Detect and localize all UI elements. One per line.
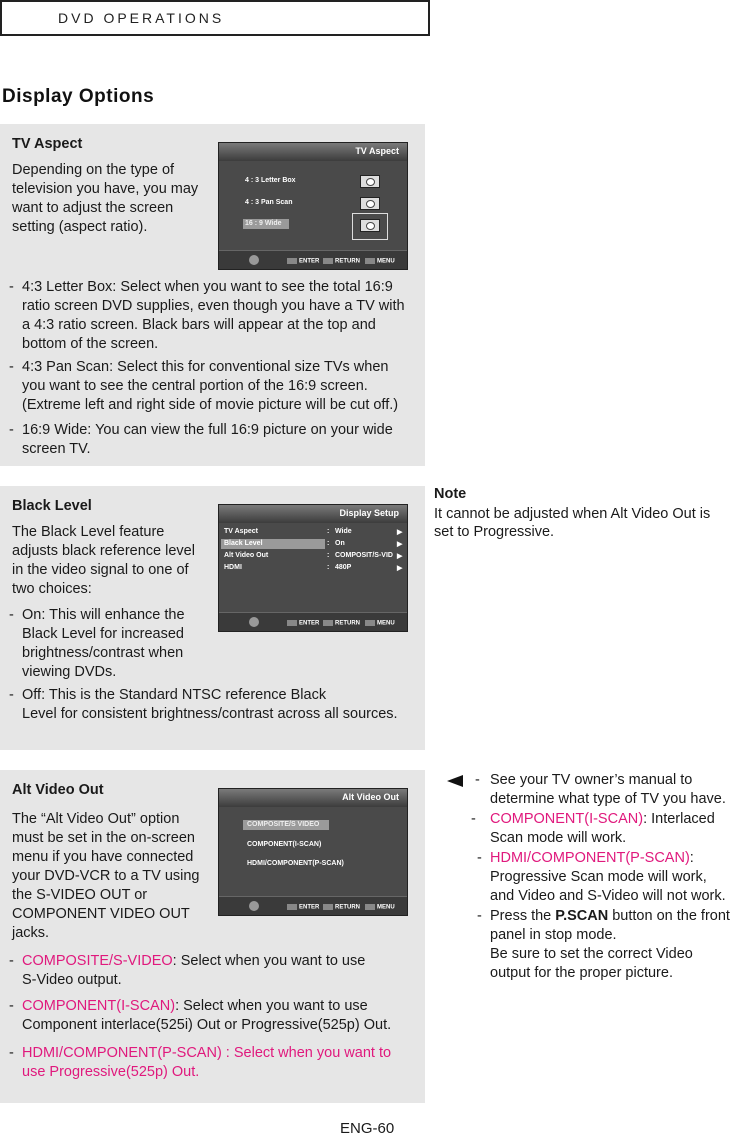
alt-video-intro-3: menu if you have connected <box>12 849 194 865</box>
row-tv-aspect-value: Wide <box>335 528 352 535</box>
black-level-intro-1: The Black Level feature <box>12 524 165 540</box>
screen-titlebar <box>219 505 407 523</box>
side-note-4-line-3: Be sure to set the correct Video <box>490 946 693 962</box>
bullet-wide-2: screen TV. <box>22 441 91 457</box>
tv-aspect-screen <box>218 142 408 270</box>
footer-enter: ENTER <box>287 904 319 911</box>
row-hdmi-label: HDMI <box>224 564 242 571</box>
black-level-intro-3: in the video signal to one of <box>12 562 189 578</box>
side-note-1-line-1: See your TV owner’s manual to <box>490 772 693 788</box>
black-level-intro-4: two choices: <box>12 581 92 597</box>
footer-enter: ENTER <box>287 258 319 265</box>
alt-video-intro-2: must be set in the on-screen <box>12 830 195 846</box>
radio-letter-box <box>360 175 380 188</box>
note-line-1: It cannot be adjusted when Alt Video Out is <box>434 506 711 522</box>
alt-video-screen <box>218 788 408 916</box>
tv-aspect-heading: TV Aspect <box>12 136 83 152</box>
bullet-component-2: Component interlace(525i) Out or Progressive(525p) Out. <box>22 1017 392 1033</box>
bullet-letter-box-2: ratio screen DVD supplies, even though you have a TV with <box>22 298 405 314</box>
radio-wide <box>360 219 380 232</box>
screen-title: Display Setup <box>339 508 399 518</box>
row-hdmi-value: 480P <box>335 564 352 571</box>
side-note-4-line-4: output for the proper picture. <box>490 965 673 981</box>
tv-aspect-intro-1: Depending on the type of <box>12 162 175 178</box>
footer-return: RETURN <box>323 258 360 265</box>
option-hdmi-component: HDMI/COMPONENT(P-SCAN) <box>247 860 344 867</box>
option-component: COMPONENT(I-SCAN) <box>247 841 322 848</box>
bullet-component-1: COMPONENT(I-SCAN): Select when you want to use <box>22 998 368 1014</box>
arrow-right-icon: ▶ <box>397 553 403 560</box>
alt-video-intro-7: jacks. <box>12 925 50 941</box>
bullet-composite-1: COMPOSITE/S-VIDEO: Select when you want to use <box>22 953 366 969</box>
tv-aspect-intro-3: want to adjust the screen <box>12 200 174 216</box>
screen-title: TV Aspect <box>355 146 399 156</box>
alt-video-intro-6: COMPONENT VIDEO OUT <box>12 906 190 922</box>
page-number: ENG-60 <box>340 1120 395 1137</box>
tv-aspect-intro-2: television you have, you may <box>12 181 199 197</box>
side-note-2-line-1: COMPONENT(I-SCAN): Interlaced <box>490 811 715 827</box>
side-note-1-line-2: determine what type of TV you have. <box>490 791 726 807</box>
bullet-wide-1: 16:9 Wide: You can view the full 16:9 picture on your wide <box>22 422 393 438</box>
option-composite: COMPOSITE/S VIDEO <box>247 821 320 828</box>
row-black-level-label: Black Level <box>224 540 263 547</box>
option-pan-scan: 4 : 3 Pan Scan <box>245 199 293 206</box>
note-text <box>434 505 734 541</box>
alt-video-intro-5: the S-VIDEO OUT or <box>12 887 148 903</box>
screen-footer <box>219 250 407 269</box>
black-level-panel: Black Level The Black Level feature adjusts black reference level in the video signal to one of two choices: Display Setup TV Aspect : Wide ▶ Black Level : On ▶ Alt Video Out : COMPOSIT/S-VID ▶ HDMI : 480P ▶ ENTER RETURN MENU - On: This will enhance the Black Level for increased brightness/contrast when viewing DVDs. - Off: This is the Standard NTSC reference Black Level for consistent brightness/contrast across all sources. <box>0 486 425 750</box>
chapter-header <box>0 0 430 36</box>
alt-video-intro-4: your DVD-VCR to a TV using <box>12 868 200 884</box>
screen-titlebar <box>219 789 407 807</box>
bullet-on-4: viewing DVDs. <box>22 664 117 680</box>
bullet-letter-box-1: 4:3 Letter Box: Select when you want to see the total 16:9 <box>22 279 393 295</box>
side-note-3-line-2: Progressive Scan mode will work, <box>490 869 707 885</box>
side-note-4-line-2: panel in stop mode. <box>490 927 617 943</box>
side-note-3-line-3: and Video and S-Video will not work. <box>490 888 726 904</box>
arrow-right-icon: ▶ <box>397 529 403 536</box>
bullet-on-2: Black Level for increased <box>22 626 184 642</box>
option-wide: 16 : 9 Wide <box>245 220 282 227</box>
bullet-on-3: brightness/contrast when <box>22 645 184 661</box>
screen-title: Alt Video Out <box>342 792 399 802</box>
bullet-on-1: On: This will enhance the <box>22 607 185 623</box>
screen-footer <box>219 612 407 631</box>
alt-video-intro-1: The “Alt Video Out” option <box>12 811 180 827</box>
tv-aspect-intro-4: setting (aspect ratio). <box>12 219 148 235</box>
nav-icon <box>249 255 259 265</box>
radio-pan-scan <box>360 197 380 210</box>
nav-icon <box>249 901 259 911</box>
note-heading: Note <box>434 486 467 502</box>
bullet-off-1: Off: This is the Standard NTSC reference Black <box>22 687 327 703</box>
bullet-letter-box-3: a 4:3 ratio screen. Black bars will appear at the top and <box>22 317 376 333</box>
note-line-2: set to Progressive. <box>434 524 555 540</box>
footer-menu: MENU <box>365 904 395 911</box>
side-note-2-line-2: Scan mode will work. <box>490 830 627 846</box>
arrow-right-icon: ▶ <box>397 541 403 548</box>
option-letter-box: 4 : 3 Letter Box <box>245 177 296 184</box>
nav-icon <box>249 617 259 627</box>
bullet-composite-2: S-Video output. <box>22 972 122 988</box>
black-level-heading: Black Level <box>12 498 92 514</box>
row-black-level-value: On <box>335 540 345 547</box>
alt-video-heading: Alt Video Out <box>12 782 104 798</box>
bullet-letter-box-4: bottom of the screen. <box>22 336 159 352</box>
bullet-hdmi-2: use Progressive(525p) Out. <box>22 1064 200 1080</box>
chapter-title: DVD OPERATIONS <box>58 10 225 26</box>
black-level-intro-2: adjusts black reference level <box>12 543 195 559</box>
pointer-arrow-icon <box>447 775 463 787</box>
row-alt-video-label: Alt Video Out <box>224 552 269 559</box>
row-tv-aspect-label: TV Aspect <box>224 528 258 535</box>
section-title: Display Options <box>2 86 155 107</box>
footer-menu: MENU <box>365 258 395 265</box>
bullet-pan-scan-1: 4:3 Pan Scan: Select this for conventional size TVs when <box>22 359 389 375</box>
footer-menu: MENU <box>365 620 395 627</box>
side-note-3-line-1: HDMI/COMPONENT(P-SCAN): <box>490 850 694 866</box>
alt-video-panel: Alt Video Out The “Alt Video Out” option must be set in the on-screen menu if you have connected your DVD-VCR to a TV using the S-VIDEO OUT or COMPONENT VIDEO OUT jacks. Alt Video Out COMPOSITE/S VIDEO COMPONENT(I-SCAN) HDMI/COMPONENT(P-SCAN) ENTER RETURN MENU - COMPOSITE/S-VIDEO: Select when you want to use S-Video output. - COMPONENT(I-SCAN): Select when you want to use Component interlace(525i) Out or Progressive(525p) Out. - HDMI/COMPONENT(P-SCAN) : Select when you want to use Progressive(525p) Out. <box>0 770 425 1103</box>
screen-footer <box>219 896 407 915</box>
bullet-off-2: Level for consistent brightness/contrast across all sources. <box>22 706 398 722</box>
bullet-hdmi-1: HDMI/COMPONENT(P-SCAN) : Select when you want to <box>22 1045 392 1061</box>
arrow-right-icon: ▶ <box>397 565 403 572</box>
screen-titlebar <box>219 143 407 161</box>
footer-enter: ENTER <box>287 620 319 627</box>
tv-aspect-panel: TV Aspect Depending on the type of television you have, you may want to adjust the screen setting (aspect ratio). TV Aspect 4 : 3 Letter Box 4 : 3 Pan Scan 16 : 9 Wide ENTER RETURN MENU - 4:3 Letter Box: Select when you want to see the total 16:9 ratio screen DVD supplies, even though you have a TV with a 4:3 ratio screen. Black bars will appear at the top and bottom of the screen. - 4:3 Pan Scan: Select this for conventional size TVs when you want to see the central portion of the 16:9 screen. (Extreme left and right side of movie picture will be cut off.) - 16:9 Wide: You can view the full 16:9 picture on your wide screen TV. <box>0 124 425 466</box>
footer-return: RETURN <box>323 620 360 627</box>
bullet-pan-scan-2: you want to see the central portion of the 16:9 screen. <box>22 378 368 394</box>
display-setup-screen: Display Setup TV Aspect : Wide ▶ Black Level : On ▶ Alt Video Out : COMPOSIT/S-VID ▶ HDMI : 480P ▶ ENTER RETURN MENU <box>218 504 408 632</box>
side-note-4-line-1: Press the P.SCAN button on the front <box>490 908 730 924</box>
footer-return: RETURN <box>323 904 360 911</box>
bullet-pan-scan-3: (Extreme left and right side of movie picture will be cut off.) <box>22 397 399 413</box>
row-alt-video-value: COMPOSIT/S-VID <box>335 552 393 559</box>
